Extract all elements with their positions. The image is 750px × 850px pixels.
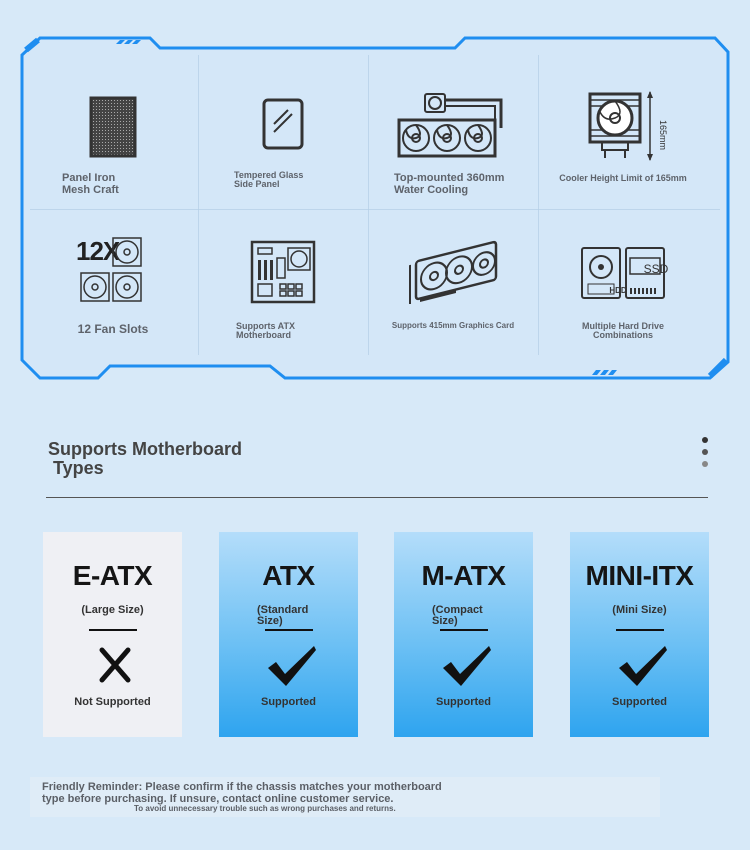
card-name: M-ATX [421, 560, 506, 591]
card-status: Not Supported [74, 696, 151, 708]
feature-label: Panel Iron Mesh Craft [62, 172, 119, 196]
card-underline [440, 629, 488, 631]
grid-divider [30, 209, 720, 210]
card-underline [616, 629, 664, 631]
graphics-card-icon [406, 234, 500, 304]
section-title: Supports Motherboard Types [48, 439, 242, 478]
card-m-atx [394, 532, 533, 737]
dimension-label: 165mm [658, 120, 668, 151]
card-name: ATX [262, 560, 315, 591]
feature-cooler-height [538, 62, 708, 202]
card-underline [265, 629, 313, 631]
mesh-panel-icon [89, 96, 137, 158]
card-name: MINI-ITX [585, 560, 694, 591]
radiator-icon [393, 92, 513, 158]
ssd-label: SSD [643, 262, 669, 276]
feature-label: Top-mounted 360mm Water Cooling [394, 172, 505, 196]
cross-icon [90, 644, 142, 688]
card-size: (Compact Size) [432, 604, 483, 627]
feature-label: Supports ATX Motherboard [236, 321, 295, 341]
feature-fan-slots [28, 212, 198, 352]
card-name: E-ATX [72, 560, 153, 591]
feature-mesh-panel [28, 62, 198, 202]
card-atx [219, 532, 358, 737]
reminder-subtext: To avoid unnecessary trouble such as wrong purchases and returns. [134, 804, 396, 813]
feature-water-cooling [368, 62, 538, 202]
fans-badge: 12X [76, 236, 120, 266]
fans-icon [78, 236, 144, 304]
hdd-label: HDD [609, 286, 627, 295]
feature-hard-drives [538, 212, 708, 352]
friendly-reminder [30, 777, 660, 817]
feature-motherboard [198, 212, 368, 352]
feature-label: Multiple Hard Drive Combinations [581, 321, 664, 341]
motherboard-icon [250, 240, 316, 304]
checkmark-icon [617, 644, 669, 688]
checkmark-icon [441, 644, 493, 688]
feature-graphics-card [368, 212, 538, 352]
reminder-text: Friendly Reminder: Please confirm if the chassis matches your motherboard type before purchasing. If unsure, contact online customer service. [42, 781, 442, 806]
more-dots-icon [702, 437, 708, 473]
section-divider [46, 497, 708, 498]
card-status: Supported [261, 696, 316, 708]
feature-label: Supports 415mm Graphics Card [391, 321, 515, 330]
card-size: (Large Size) [81, 604, 144, 616]
glass-panel-icon [262, 98, 304, 150]
card-e-atx [43, 532, 182, 737]
feature-label: Cooler Height Limit of 165mm [559, 173, 687, 183]
card-size: (Mini Size) [612, 604, 667, 616]
card-status: Supported [612, 696, 667, 708]
checkmark-icon [266, 644, 318, 688]
tower-cooler-icon [578, 90, 668, 162]
card-size: (Standard Size) [257, 604, 309, 627]
card-status: Supported [436, 696, 491, 708]
feature-label: Tempered Glass Side Panel [234, 170, 304, 190]
card-mini-itx [570, 532, 709, 737]
feature-label: 12 Fan Slots [77, 322, 149, 336]
feature-glass-panel [198, 62, 368, 202]
card-underline [89, 629, 137, 631]
